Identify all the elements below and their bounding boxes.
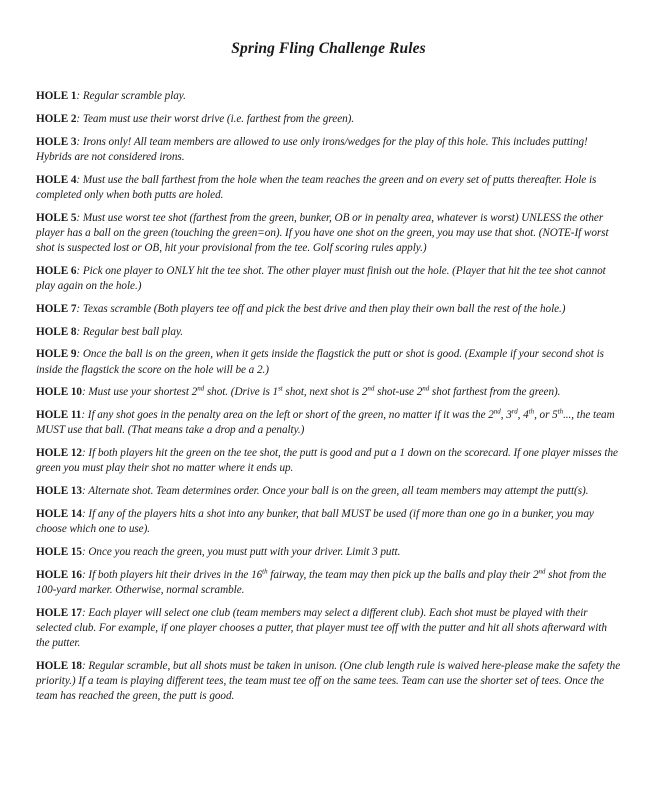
rule-label: HOLE 8 bbox=[36, 325, 77, 338]
rule-hole-10 bbox=[36, 385, 621, 400]
ordinal-suffix: st bbox=[278, 384, 283, 393]
rules-list bbox=[36, 89, 621, 705]
rule-hole-13 bbox=[36, 484, 621, 499]
rule-text: shot-use 2 bbox=[374, 386, 423, 399]
ordinal-suffix: nd bbox=[367, 384, 375, 393]
ordinal-suffix: nd bbox=[197, 384, 205, 393]
rule-label: HOLE 9 bbox=[36, 348, 77, 361]
ordinal-suffix: nd bbox=[493, 407, 501, 416]
rule-text: ..., the team MUST use that ball. (That means take a drop and a penalty.) bbox=[36, 409, 615, 437]
rule-hole-6 bbox=[36, 264, 621, 294]
rule-text: , 4 bbox=[517, 409, 529, 422]
rule-label: HOLE 1 bbox=[36, 90, 77, 102]
rule-text: : Team must use their worst drive (i.e. farthest from the green). bbox=[76, 112, 355, 125]
rule-label: HOLE 14 bbox=[36, 507, 82, 520]
rule-hole-11 bbox=[36, 408, 621, 438]
rule-hole-17 bbox=[36, 606, 621, 652]
rule-text: shot, next shot is 2 bbox=[282, 386, 368, 399]
rule-hole-9 bbox=[36, 347, 621, 377]
rule-hole-12 bbox=[36, 446, 621, 476]
rule-label: HOLE 11 bbox=[36, 409, 82, 422]
rule-text: : Once you reach the green, you must putt with your driver. Limit 3 putt. bbox=[81, 545, 401, 558]
rule-text: : Must use your shortest 2 bbox=[81, 386, 198, 399]
rule-hole-7 bbox=[36, 302, 621, 317]
rule-hole-1 bbox=[36, 89, 621, 104]
rule-hole-4 bbox=[36, 173, 621, 203]
rule-text: : Regular scramble, but all shots must be taken in unison. (One club length rule is waived here-please make the safety the priority.) If a team is playing different tees, the team must tee off on the same tees. Team can use the shorter set of tees. Once the team has reached the green, the putt is good. bbox=[36, 659, 621, 703]
rule-label: HOLE 17 bbox=[36, 606, 82, 619]
rule-label: HOLE 6 bbox=[36, 264, 77, 277]
rule-hole-5 bbox=[36, 211, 621, 257]
rule-text: shot farthest from the green). bbox=[429, 386, 561, 399]
rule-hole-2 bbox=[36, 112, 621, 127]
rule-text: : Irons only! All team members are allowed to use only irons/wedges for the play of this hole. This includes putting! Hybrids are not considered irons. bbox=[36, 135, 588, 163]
ordinal-suffix: rd bbox=[511, 407, 518, 416]
ordinal-suffix: nd bbox=[538, 567, 546, 576]
page-title: Spring Fling Challenge Rules bbox=[231, 40, 426, 57]
rule-text: shot. (Drive is 1 bbox=[204, 386, 279, 399]
rule-text: : Pick one player to ONLY hit the tee shot. The other player must finish out the hole. (Player that hit the tee shot cannot play again on the hole.) bbox=[36, 264, 606, 292]
rule-hole-8 bbox=[36, 325, 621, 340]
ordinal-suffix: th bbox=[262, 567, 268, 576]
rule-label: HOLE 4 bbox=[36, 173, 77, 186]
rule-text: : If both players hit the green on the tee shot, the putt is good and put a 1 down on the scorecard. If one player misses the green you must play their shot no matter where it ends up. bbox=[36, 447, 618, 475]
rule-label: HOLE 7 bbox=[36, 302, 77, 315]
rule-text: : Regular best ball play. bbox=[76, 325, 183, 338]
rule-text: : Texas scramble (Both players tee off and pick the best drive and then play their own ball the rest of the hole.) bbox=[76, 302, 566, 315]
rule-hole-3 bbox=[36, 135, 621, 165]
rule-label: HOLE 2 bbox=[36, 112, 77, 125]
rule-label: HOLE 15 bbox=[36, 545, 82, 558]
rule-text: : Regular scramble play. bbox=[76, 90, 186, 102]
rule-text: : If any shot goes in the penalty area on the left or short of the green, no matter if it was the 2 bbox=[81, 409, 494, 422]
rule-hole-16 bbox=[36, 568, 621, 598]
ordinal-suffix: nd bbox=[422, 384, 430, 393]
rule-text: : If both players hit their drives in the 16 bbox=[81, 568, 263, 581]
ordinal-suffix: th bbox=[557, 407, 564, 416]
ordinal-suffix: th bbox=[528, 407, 535, 416]
rule-text: : Each player will select one club (team members may select a different club). Each shot must be played with their selected club. For example, if one player chooses a putter, that player must tee off with the putter and hit all shots afterward with the putter. bbox=[36, 606, 607, 650]
rule-text: , or 5 bbox=[534, 409, 558, 422]
rule-hole-14 bbox=[36, 507, 621, 537]
rule-text: : Must use the ball farthest from the hole when the team reaches the green and on every set of putts thereafter. Hole is completed only when both putts are holed. bbox=[36, 173, 597, 201]
rule-label: HOLE 5 bbox=[36, 211, 77, 224]
rule-label: HOLE 10 bbox=[36, 386, 82, 399]
rule-text: : Must use worst tee shot (farthest from the green, bunker, OB or in penalty area, whatever is worst) UNLESS the other player has a ball on the green (touching the green=on). If you have one shot on the green, you may use that shot. (NOTE-If worst shot is suspected lost or OB, hit your provisional from the tee. Golf scoring rules apply.) bbox=[36, 211, 609, 254]
rule-hole-15 bbox=[36, 545, 621, 560]
rule-text: : Alternate shot. Team determines order. Once your ball is on the green, all team members may attempt the putt(s). bbox=[81, 485, 589, 498]
rule-text: , 3 bbox=[500, 409, 512, 422]
rule-label: HOLE 3 bbox=[36, 135, 77, 148]
rule-label: HOLE 13 bbox=[36, 485, 82, 498]
rule-label: HOLE 16 bbox=[36, 568, 82, 581]
rule-hole-18 bbox=[36, 659, 621, 705]
rule-label: HOLE 12 bbox=[36, 447, 82, 460]
rule-text: : Once the ball is on the green, when it gets inside the flagstick the putt or shot is good. (Example if your second shot is inside the flagstick the score on the hole will be a 2.) bbox=[36, 348, 604, 376]
rule-text: : If any of the players hits a shot into any bunker, that ball MUST be used (if more than one go in a bunker, you may choose which one to use). bbox=[36, 507, 594, 536]
rule-text: fairway, the team may then pick up the balls and play their 2 bbox=[267, 568, 539, 581]
rule-text: shot from the 100-yard marker. Otherwise, normal scramble. bbox=[36, 568, 607, 596]
rule-label: HOLE 18 bbox=[36, 659, 82, 672]
